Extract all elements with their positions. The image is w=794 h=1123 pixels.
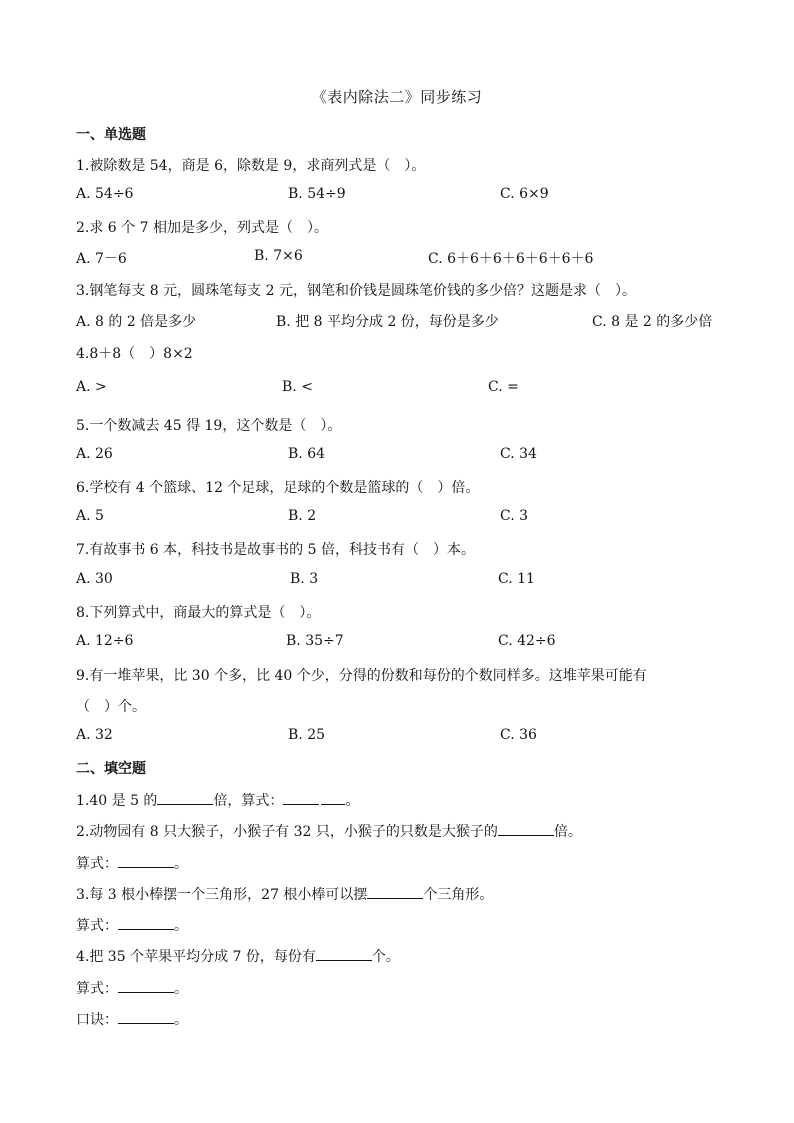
- question-1: 1.被除数是 54，商是 6，除数是 9，求商列式是（ ）。: [76, 158, 426, 174]
- question-8: 8.下列算式中，商最大的算式是（ ）。: [76, 605, 321, 621]
- question-6: 6.学校有 4 个篮球、12 个足球，足球的个数是篮球的（ ）倍。: [76, 480, 480, 496]
- page-title: 《表内除法二》同步练习: [311, 88, 483, 106]
- fill-4-rhyme-label: 口诀：: [76, 1012, 118, 1028]
- q5-option-c: C. 34: [500, 446, 537, 462]
- q2-option-a: A. 7－6: [76, 251, 127, 267]
- fill-3-text-a: 3.每 3 根小棒摆一个三角形，27 根小棒可以摆: [76, 887, 368, 903]
- q1-option-c: C. 6×9: [500, 186, 549, 202]
- q2-option-b: B. 7×6: [254, 248, 303, 264]
- fill-2-blank-times[interactable]: [498, 821, 554, 836]
- fill-2-formula-label: 算式：: [76, 856, 118, 872]
- q7-option-c: C. 11: [498, 571, 535, 587]
- fill-1-text-b: 倍，算式：: [213, 793, 284, 809]
- fill-3-blank-count[interactable]: [367, 884, 423, 899]
- q7-option-b: B. 3: [290, 571, 319, 587]
- q6-option-b: B. 2: [288, 508, 317, 524]
- q3-option-c: C. 8 是 2 的多少倍: [592, 314, 713, 330]
- fill-question-2-formula: [76, 853, 188, 873]
- fill-2-formula-end: 。: [174, 856, 188, 872]
- fill-3-formula-end: 。: [174, 918, 188, 934]
- question-4: 4.8＋8（ ）8×2: [76, 346, 193, 362]
- fill-2-text-a: 2.动物园有 8 只大猴子，小猴子有 32 只，小猴子的只数是大猴子的: [76, 824, 498, 840]
- question-2: 2.求 6 个 7 相加是多少，列式是（ ）。: [76, 220, 328, 236]
- q6-option-c: C. 3: [500, 508, 529, 524]
- q6-option-a: A. 5: [76, 508, 104, 524]
- section-fill-blank: 二、填空题: [76, 761, 146, 777]
- fill-1-blank-formula-a[interactable]: [283, 790, 319, 805]
- fill-4-rhyme-end: 。: [174, 1012, 188, 1028]
- q9-option-a: A. 32: [76, 727, 113, 743]
- fill-1-text-end: 。: [345, 793, 360, 809]
- fill-1-blank-times[interactable]: [157, 790, 213, 805]
- question-7: 7.有故事书 6 本，科技书是故事书的 5 倍，科技书有（ ）本。: [76, 542, 475, 558]
- q1-option-a: A. 54÷6: [76, 186, 134, 202]
- fill-question-3: [76, 884, 493, 904]
- q3-option-a: A. 8 的 2 倍是多少: [76, 314, 197, 330]
- q8-option-a: A. 12÷6: [76, 633, 134, 649]
- q1-option-b: B. 54÷9: [288, 186, 346, 202]
- fill-2-text-b: 倍。: [553, 824, 582, 840]
- fill-3-blank-formula[interactable]: [118, 915, 174, 930]
- question-9-continued: （ ）个。: [76, 699, 146, 715]
- q4-option-b: B. <: [282, 379, 313, 395]
- q8-option-c: C. 42÷6: [498, 633, 556, 649]
- fill-3-text-b: 个三角形。: [423, 887, 494, 903]
- fill-question-1: [76, 790, 359, 810]
- q8-option-b: B. 35÷7: [286, 633, 344, 649]
- fill-1-text-a: 1.40 是 5 的: [76, 793, 158, 809]
- fill-4-blank-count[interactable]: [316, 946, 372, 961]
- fill-4-formula-label: 算式：: [76, 981, 118, 997]
- fill-4-text-a: 4.把 35 个苹果平均分成 7 份，每份有: [76, 949, 316, 965]
- fill-question-3-formula: [76, 915, 188, 935]
- fill-4-blank-formula[interactable]: [118, 978, 174, 993]
- fill-question-4-rhyme: [76, 1009, 188, 1029]
- q7-option-a: A. 30: [76, 571, 113, 587]
- fill-question-2: [76, 821, 582, 841]
- fill-3-formula-label: 算式：: [76, 918, 118, 934]
- fill-2-blank-formula[interactable]: [118, 853, 174, 868]
- fill-4-blank-rhyme[interactable]: [118, 1009, 174, 1024]
- q5-option-a: A. 26: [76, 446, 113, 462]
- q3-option-b: B. 把 8 平均分成 2 份，每份是多少: [276, 314, 499, 330]
- question-5: 5.一个数减去 45 得 19，这个数是（ ）。: [76, 418, 342, 434]
- q4-option-c: C. =: [488, 379, 519, 395]
- question-9: 9.有一堆苹果，比 30 个多，比 40 个少，分得的份数和每份的个数同样多。这堆苹果可能有: [76, 668, 647, 684]
- q2-option-c: C. 6＋6＋6＋6＋6＋6＋6: [428, 251, 594, 267]
- fill-question-4: [76, 946, 400, 966]
- q9-option-b: B. 25: [288, 727, 326, 743]
- fill-4-text-b: 个。: [371, 949, 400, 965]
- section-single-choice: 一、单选题: [76, 127, 146, 143]
- fill-4-formula-end: 。: [174, 981, 188, 997]
- q5-option-b: B. 64: [288, 446, 326, 462]
- q4-option-a: A. >: [76, 379, 107, 395]
- fill-1-blank-formula-b[interactable]: [321, 790, 345, 805]
- q9-option-c: C. 36: [500, 727, 537, 743]
- fill-question-4-formula: [76, 978, 188, 998]
- question-3: 3.钢笔每支 8 元，圆珠笔每支 2 元，钢笔和价钱是圆珠笔价钱的多少倍？这题是求（ ）。: [76, 283, 636, 299]
